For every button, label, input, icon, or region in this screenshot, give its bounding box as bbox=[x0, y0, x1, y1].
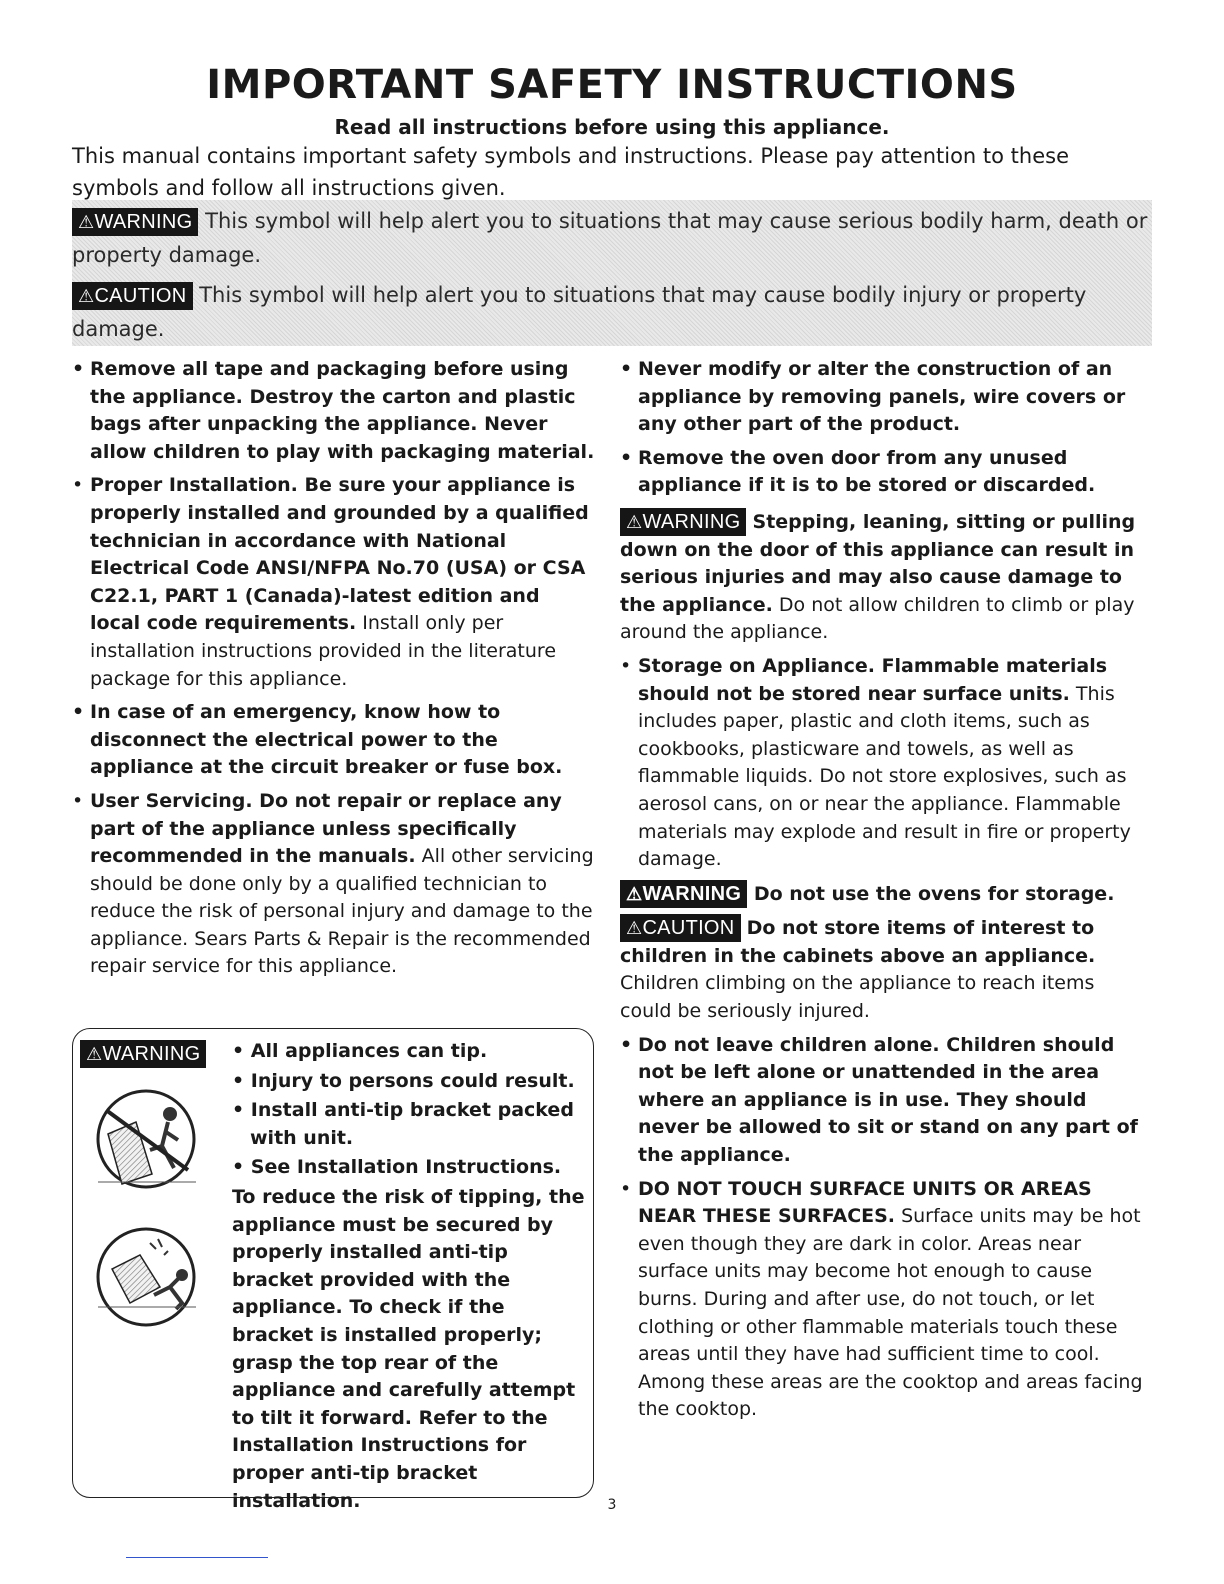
list-item: • Injury to persons could result. bbox=[232, 1069, 575, 1092]
warning-badge: ⚠WARNING bbox=[72, 208, 198, 236]
list-item: • Install anti-tip bracket packed with unit. bbox=[232, 1099, 574, 1149]
left-column bbox=[72, 356, 596, 987]
tip-paragraph: To reduce the risk of tipping, the appliance must be secured by properly installed anti-tip bracket provided with the appliance. To check if the bracket is installed properly; grasp the top rear of the appliance and carefully attempt to tilt it forward. Refer to the Installation Instructions for proper anti-tip bracket installation. bbox=[232, 1186, 585, 1512]
caution-legend: ⚠CAUTION This symbol will help alert you to situations that may cause bodily injury or property damage. bbox=[72, 283, 1087, 341]
warning-badge: ⚠WARNING bbox=[80, 1040, 206, 1068]
caution-paragraph: ⚠CAUTION Do not store items of interest to children in the cabinets above an appliance. Children climbing on the appliance to reach items could be seriously injured. bbox=[620, 914, 1148, 1025]
warning-triangle-icon: ⚠ bbox=[626, 511, 643, 532]
page-title: IMPORTANT SAFETY INSTRUCTIONS bbox=[206, 62, 1018, 108]
tip-bullets bbox=[232, 1038, 592, 1184]
list-item: • User Servicing. Do not repair or replace any part of the appliance unless specifically recommended in the manuals. All other servicing should be done only by a qualified technician to reduce the risk of personal injury and damage to the appliance. Sears Parts & Repair is the recommended repair service for this appliance. bbox=[72, 789, 594, 978]
list-item: • Never modify or alter the construction of an appliance by removing panels, wire covers or any other part of the product. bbox=[620, 358, 1126, 436]
right-column bbox=[620, 356, 1148, 1430]
list-item: • All appliances can tip. bbox=[232, 1040, 488, 1062]
warning-paragraph: ⚠WARNING Do not use the ovens for storage. bbox=[620, 880, 1148, 909]
list-item: • Storage on Appliance. Flammable materials should not be stored near surface units. This includes paper, plastic and cloth items, such as cookbooks, plasticware and towels, as well as flammable liquids. Do not store explosives, such as aerosol cans, on or near the appliance. Flammable materials may explode and result in fire or property damage. bbox=[620, 654, 1131, 871]
caution-triangle-icon: ⚠ bbox=[626, 918, 643, 939]
list-item: • DO NOT TOUCH SURFACE UNITS OR AREAS NEAR THESE SURFACES. Surface units may be hot even though they are dark in color. Areas near surface units may become hot enough to cause burns. During and after use, do not touch, or let clothing or other flammable materials touch these areas until they have had sufficient time to cool. Among these areas are the cooktop and areas facing the cooktop. bbox=[620, 1177, 1143, 1421]
caution-badge: ⚠CAUTION bbox=[72, 282, 193, 310]
list-item: • Do not leave children alone. Children should not be left alone or unattended in the area where an appliance is in use. They should never be allowed to sit or stand on any part of the appliance. bbox=[620, 1033, 1138, 1167]
warning-badge: ⚠WARNING bbox=[620, 508, 746, 536]
page-subtitle: Read all instructions before using this appliance. bbox=[334, 115, 890, 139]
warning-triangle-icon: ⚠ bbox=[626, 883, 643, 904]
tipping-appliance-icon bbox=[78, 1088, 212, 1190]
warning-triangle-icon: ⚠ bbox=[86, 1044, 103, 1064]
divider bbox=[126, 1557, 268, 1558]
caution-triangle-icon: ⚠ bbox=[78, 286, 95, 306]
list-item: • Proper Installation. Be sure your appliance is properly installed and grounded by a qualified technician in accordance with National Electrical Code ANSI/NFPA No.70 (USA) or CSA C22.1, PART 1 (Canada)-latest edition and local code requirements. Install only per installation instructions provided in the literature package for this appliance. bbox=[72, 474, 589, 690]
list-item: • In case of an emergency, know how to disconnect the electrical power to the appliance at the circuit breaker or fuse box. bbox=[72, 701, 563, 779]
caution-badge: ⚠CAUTION bbox=[620, 914, 741, 942]
intro-text: This manual contains important safety symbols and instructions. Please pay attention to these symbols and follow all instructions given. bbox=[72, 144, 1069, 200]
warning-badge: ⚠WARNING bbox=[620, 880, 747, 908]
page-number: 3 bbox=[607, 1497, 617, 1513]
tip-warning-badge-wrap bbox=[80, 1040, 206, 1068]
list-item: • Remove all tape and packaging before using the appliance. Destroy the carton and plastic bags after unpacking the appliance. Never allow children to play with packaging material. bbox=[72, 358, 595, 463]
tipped-appliance-icon bbox=[78, 1225, 212, 1329]
list-item: • See Installation Instructions. bbox=[232, 1156, 562, 1179]
list-item: • Remove the oven door from any unused appliance if it is to be stored or discarded. bbox=[620, 446, 1096, 497]
warning-paragraph: ⚠WARNING Stepping, leaning, sitting or pulling down on the door of this appliance can result in serious injuries and may also cause damage to the appliance. Do not allow children to climb or play around the appliance. bbox=[620, 508, 1148, 647]
warning-legend: ⚠WARNING This symbol will help alert you to situations that may cause serious bodily harm, death or property damage. bbox=[72, 209, 1148, 267]
warning-triangle-icon: ⚠ bbox=[78, 212, 95, 232]
